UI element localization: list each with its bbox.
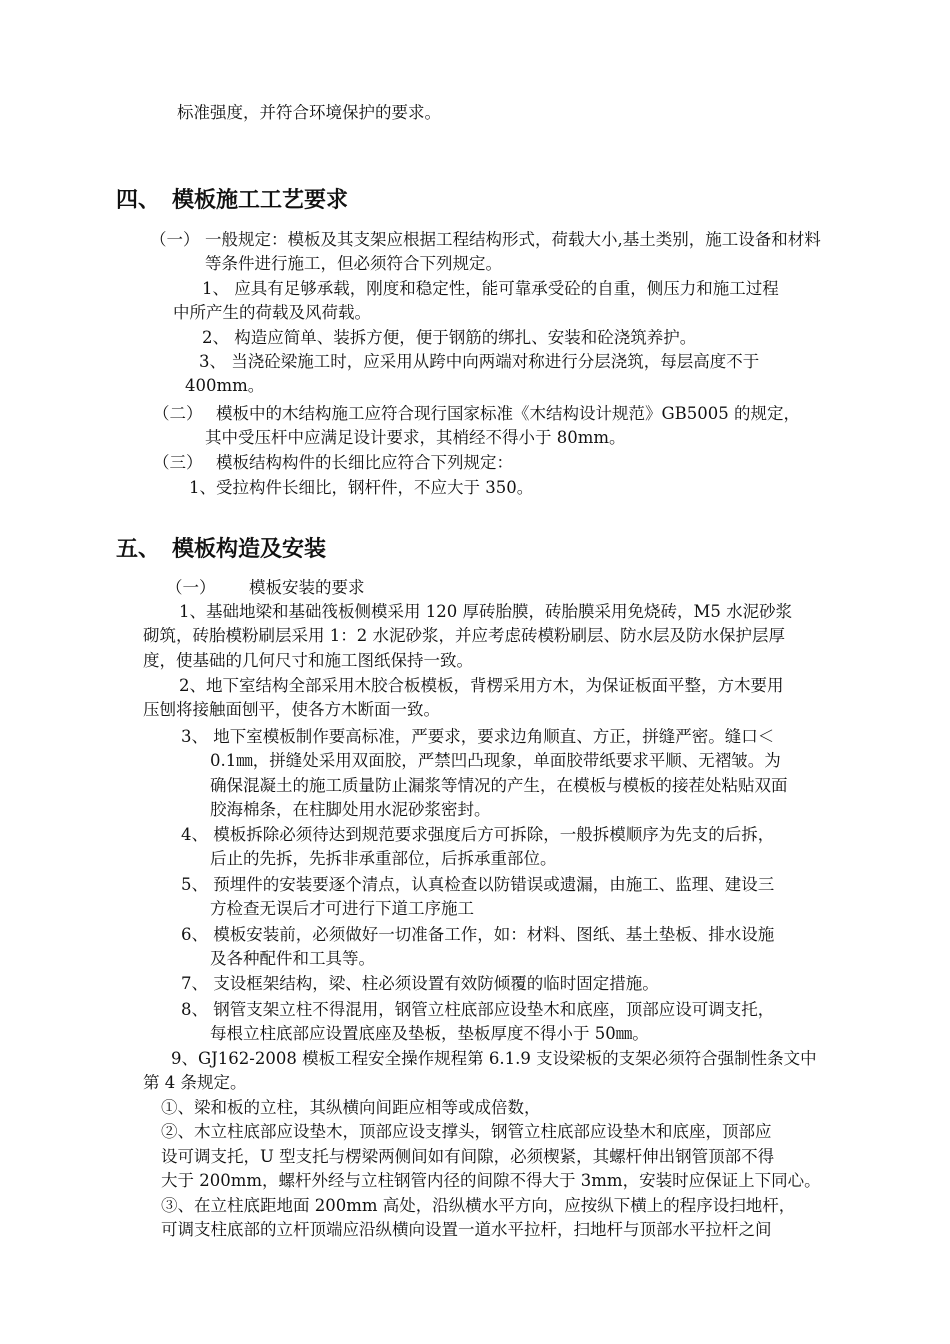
paragraph-label: （三） xyxy=(153,453,203,472)
list-item: 3、 地下室模板制作要高标准，严要求，要求边角顺直、方正，拼缝严密。缝口＜ xyxy=(181,727,775,746)
list-item: 6、 模板安装前，必须做好一切准备工作，如：材料、图纸、基土垫板、排水设施 xyxy=(181,925,775,944)
text-line: 后止的先拆，先拆非承重部位，后拆承重部位。 xyxy=(210,849,557,868)
list-item: 1、 应具有足够承载，刚度和稳定性，能可靠承受砼的自重，侧压力和施工过程 xyxy=(202,279,779,298)
text-line: 9、GJ162-2008 模板工程安全操作规程第 6.1.9 支设梁板的支架必须符合强制性条文中 xyxy=(171,1049,817,1068)
text-line: 其中受压杆中应满足设计要求，其梢经不得小于 80mm。 xyxy=(205,428,626,447)
section-heading xyxy=(116,186,348,216)
text-line: 2、地下室结构全部采用木胶合板模板，背楞采用方木，为保证板面平整，方木要用 xyxy=(179,676,784,695)
list-item: 8、 钢管支架立柱不得混用，钢管立柱底部应设垫木和底座，顶部应设可调支托， xyxy=(181,1000,775,1019)
list-item: 5、 预埋件的安装要逐个清点，认真检查以防错误或遗漏，由施工、监理、建设三 xyxy=(181,875,775,894)
text-line: 1、基础地梁和基础筏板侧模采用 120 厚砖胎膜，砖胎膜采用免烧砖，M5 水泥砂浆 xyxy=(179,602,793,621)
list-item: 7、 支设框架结构，梁、柱必须设置有效防倾覆的临时固定措施。 xyxy=(181,974,659,993)
list-item: ①、梁和板的立柱，其纵横向间距应相等或成倍数， xyxy=(161,1098,541,1117)
text-line: 一般规定：模板及其支架应根据工程结构形式，荷载大小,基土类别，施工设备和材料 xyxy=(205,230,821,249)
list-item: 2、 构造应简单、装拆方便，便于钢筋的绑扎、安装和砼浇筑养护。 xyxy=(202,328,697,347)
paragraph-label: （一） xyxy=(150,230,200,249)
text-line: 每根立柱底部应设置底座及垫板，垫板厚度不得小于 50㎜。 xyxy=(210,1024,649,1043)
text-line: 第 4 条规定。 xyxy=(143,1073,247,1092)
section-title: 模板构造及安装 xyxy=(172,537,327,562)
text-line: 标准强度，并符合环境保护的要求。 xyxy=(177,103,441,122)
text-line: 0.1㎜，拼缝处采用双面胶，严禁凹凸现象，单面胶带纸要求平顺、无褶皱。为 xyxy=(210,751,781,770)
list-item: ②、木立柱底部应设垫木，顶部应设支撑头，钢管立柱底部应设垫木和底座，顶部应 xyxy=(161,1122,772,1141)
text-line: 模板安装的要求 xyxy=(249,578,365,597)
text-line: 方检查无误后才可进行下道工序施工 xyxy=(210,899,474,918)
text-line: 模板中的木结构施工应符合现行国家标准《木结构设计规范》GB5005 的规定， xyxy=(216,404,801,423)
text-line: 压刨将接触面刨平，使各方木断面一致。 xyxy=(143,700,440,719)
text-line: 中所产生的荷载及风荷载。 xyxy=(173,303,371,322)
text-line: 胶海棉条，在柱脚处用水泥砂浆密封。 xyxy=(210,800,491,819)
list-item: 4、 模板拆除必须待达到规范要求强度后方可拆除，一般拆模顺序为先支的后拆， xyxy=(181,825,775,844)
text-line: 确保混凝土的施工质量防止漏浆等情况的产生，在模板与模板的接茬处粘贴双面 xyxy=(210,776,788,795)
text-line: 度，使基础的几何尺寸和施工图纸保持一致。 xyxy=(143,651,473,670)
text-line: 及各种配件和工具等。 xyxy=(210,949,375,968)
text-line: 400mm。 xyxy=(185,376,265,395)
text-line: 设可调支托，U 型支托与楞梁两侧间如有间隙，必须楔紧，其螺杆伸出钢管顶部不得 xyxy=(161,1147,775,1166)
text-line: 可调支柱底部的立杆顶端应沿纵横向设置一道水平拉杆，扫地杆与顶部水平拉杆之间 xyxy=(161,1220,772,1239)
text-line: 砌筑，砖胎模粉刷层采用 1：2 水泥砂浆，并应考虑砖模粉刷层、防水层及防水保护层厚 xyxy=(143,626,785,645)
paragraph-label: （一） xyxy=(166,578,216,597)
section-heading xyxy=(116,535,326,565)
section-title: 模板施工工艺要求 xyxy=(172,188,349,213)
text-line: 大于 200mm，螺杆外经与立柱钢管内径的间隙不得大于 3mm，安装时应保证上下同心。 xyxy=(161,1171,821,1190)
list-item: 3、 当浇砼梁施工时，应采用从跨中向两端对称进行分层浇筑，每层高度不于 xyxy=(199,352,760,371)
text-line: 等条件进行施工，但必须符合下列规定。 xyxy=(205,254,502,273)
list-item: 1、受拉构件长细比，钢杆件，不应大于 350。 xyxy=(189,478,534,497)
list-item: ③、在立柱底距地面 200mm 高处，沿纵横水平方向，应按纵下横上的程序设扫地杆， xyxy=(161,1196,796,1215)
text-line: 模板结构构件的长细比应符合下列规定： xyxy=(216,453,513,472)
section-number: 四、 xyxy=(116,188,161,213)
section-number: 五、 xyxy=(116,537,161,562)
paragraph-label: （二） xyxy=(153,404,203,423)
